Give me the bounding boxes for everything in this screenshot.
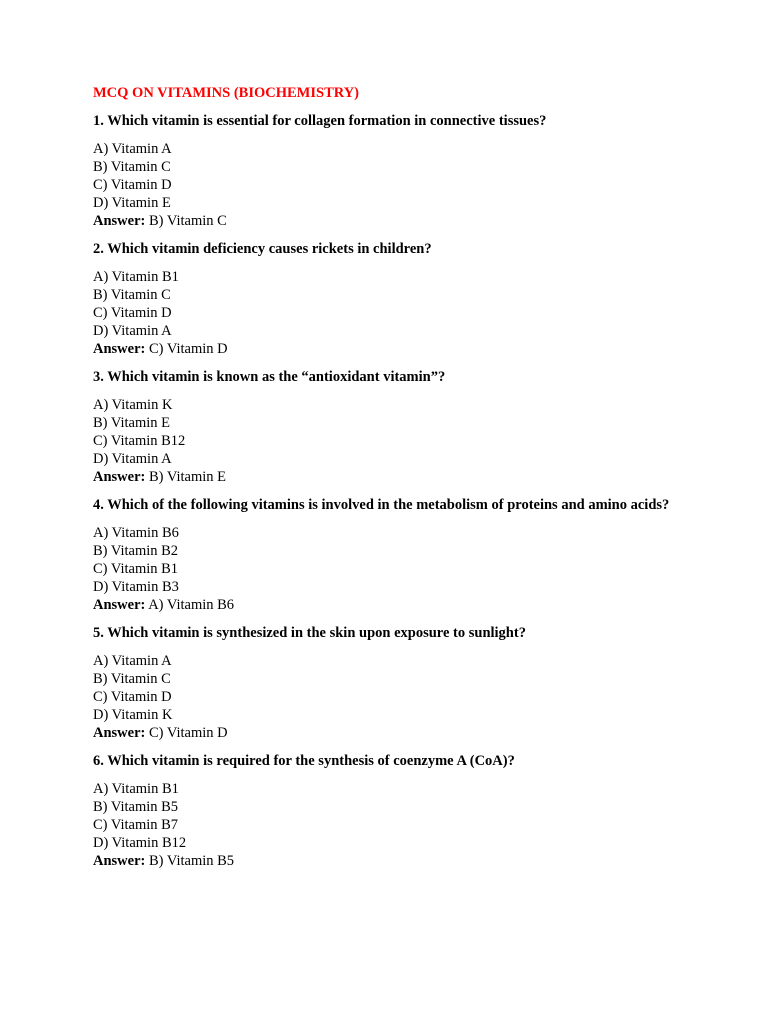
question-text: 1. Which vitamin is essential for collagen formation in connective tissues? [93,113,547,129]
answer-label: Answer: [93,469,146,485]
question-text: 4. Which of the following vitamins is involved in the metabolism of proteins and amino acids? [93,497,670,513]
answer-line [93,212,693,230]
document-page [93,84,693,880]
option-c: C) Vitamin D [93,177,172,193]
answer-line [93,596,693,614]
document-title: MCQ ON VITAMINS (BIOCHEMISTRY) [93,85,360,101]
option-c: C) Vitamin B7 [93,817,179,833]
question-block-6 [93,752,693,870]
option-b: B) Vitamin E [93,415,170,431]
question-block-5 [93,624,693,742]
option-a: A) Vitamin A [93,141,172,157]
option-c: C) Vitamin D [93,689,172,705]
option-b: B) Vitamin C [93,671,171,687]
option-b: B) Vitamin C [93,159,171,175]
option-d: D) Vitamin E [93,195,171,211]
question-block-4 [93,496,693,614]
option-c: C) Vitamin B1 [93,561,179,577]
answer-label: Answer: [93,597,146,613]
question-block-1 [93,112,693,230]
answer-value: A) Vitamin B6 [148,597,235,613]
option-a: A) Vitamin A [93,653,172,669]
option-c: C) Vitamin D [93,305,172,321]
answer-value: C) Vitamin D [148,341,228,357]
option-d: D) Vitamin B3 [93,579,179,595]
answer-line [93,340,693,358]
option-d: D) Vitamin K [93,707,173,723]
answer-value: B) Vitamin B5 [148,853,235,869]
question-text: 3. Which vitamin is known as the “antioxidant vitamin”? [93,369,446,385]
option-b: B) Vitamin B5 [93,799,179,815]
option-a: A) Vitamin B1 [93,781,179,797]
option-a: A) Vitamin B1 [93,269,179,285]
question-text: 2. Which vitamin deficiency causes rickets in children? [93,241,432,257]
option-a: A) Vitamin K [93,397,173,413]
option-d: D) Vitamin A [93,323,172,339]
question-text: 5. Which vitamin is synthesized in the skin upon exposure to sunlight? [93,625,526,641]
answer-label: Answer: [93,853,146,869]
option-b: B) Vitamin C [93,287,171,303]
question-block-3 [93,368,693,486]
question-text: 6. Which vitamin is required for the synthesis of coenzyme A (CoA)? [93,753,515,769]
answer-label: Answer: [93,341,146,357]
option-d: D) Vitamin B12 [93,835,187,851]
option-c: C) Vitamin B12 [93,433,186,449]
answer-line [93,724,693,742]
option-a: A) Vitamin B6 [93,525,179,541]
answer-value: B) Vitamin E [148,469,226,485]
question-block-2 [93,240,693,358]
answer-value: C) Vitamin D [148,725,228,741]
answer-line [93,468,693,486]
answer-label: Answer: [93,213,146,229]
answer-label: Answer: [93,725,146,741]
answer-line [93,852,693,870]
answer-value: B) Vitamin C [148,213,227,229]
option-d: D) Vitamin A [93,451,172,467]
option-b: B) Vitamin B2 [93,543,179,559]
